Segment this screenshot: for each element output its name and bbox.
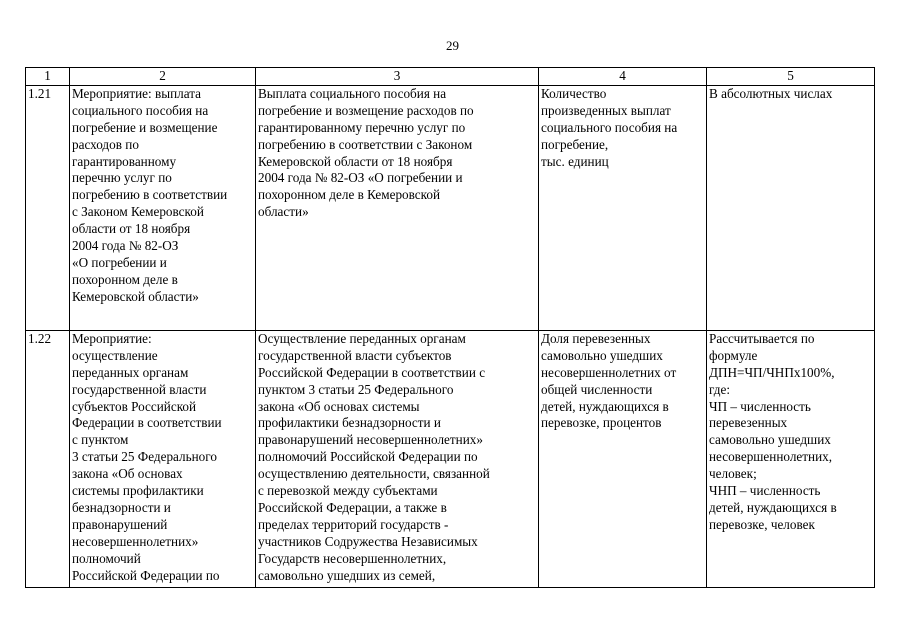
column-header-1: 1 <box>26 68 70 86</box>
column-header-5: 5 <box>707 68 875 86</box>
event-cell: Мероприятие: выплата социального пособия на погребение и возмещение расходов по гарантированному перечню услуг по погребению в соответствии с Законом Кемеровской области от 18 ноября 2004 года № 82-ОЗ «О погребении и похоронном деле в Кемеровской области» <box>70 85 256 330</box>
table-header-row <box>26 68 875 86</box>
indicators-table <box>25 67 875 588</box>
description-cell: Выплата социального пособия на погребение и возмещение расходов по гарантированному перечню услуг по погребению в соответствии с Законом Кемеровской области от 18 ноября 2004 года № 82-ОЗ «О погребении и похоронном деле в Кемеровской области» <box>256 85 539 330</box>
indicator-cell: Количество произведенных выплат социального пособия на погребение, тыс. единиц <box>539 85 707 330</box>
description-cell: Осуществление переданных органам государственной власти субъектов Российской Федерации в соответствии с пунктом 3 статьи 25 Федерального закона «Об основах системы профилактики безнадзорности и правонарушений несовершеннолетних» полномочий Российской Федерации по осуществлению деятельности, связанной с перевозкой между субъектами Российской Федерации, а также в пределах территорий государств - участников Содружества Независимых Государств несовершеннолетних, самовольно ушедших из семей, <box>256 330 539 587</box>
event-cell: Мероприятие: осуществление переданных органам государственной власти субъектов Российской Федерации в соответствии с пунктом 3 статьи 25 Федерального закона «Об основах системы профилактики безнадзорности и правонарушений несовершеннолетних» полномочий Российской Федерации по <box>70 330 256 587</box>
method-cell: Рассчитывается по формуле ДПН=ЧП/ЧНПх100%, где: ЧП – численность перевезенных самовольно ушедших несовершеннолетних, человек; ЧНП – численность детей, нуждающихся в перевозке, человек <box>707 330 875 587</box>
page-number: 29 <box>446 38 459 53</box>
row-number: 1.21 <box>26 85 70 330</box>
method-cell: В абсолютных числах <box>707 85 875 330</box>
column-header-4: 4 <box>539 68 707 86</box>
table-row <box>26 85 875 330</box>
row-number: 1.22 <box>26 330 70 587</box>
column-header-2: 2 <box>70 68 256 86</box>
table-row <box>26 330 875 587</box>
indicator-cell: Доля перевезенных самовольно ушедших несовершеннолетних от общей численности детей, нуждающихся в перевозке, процентов <box>539 330 707 587</box>
column-header-3: 3 <box>256 68 539 86</box>
